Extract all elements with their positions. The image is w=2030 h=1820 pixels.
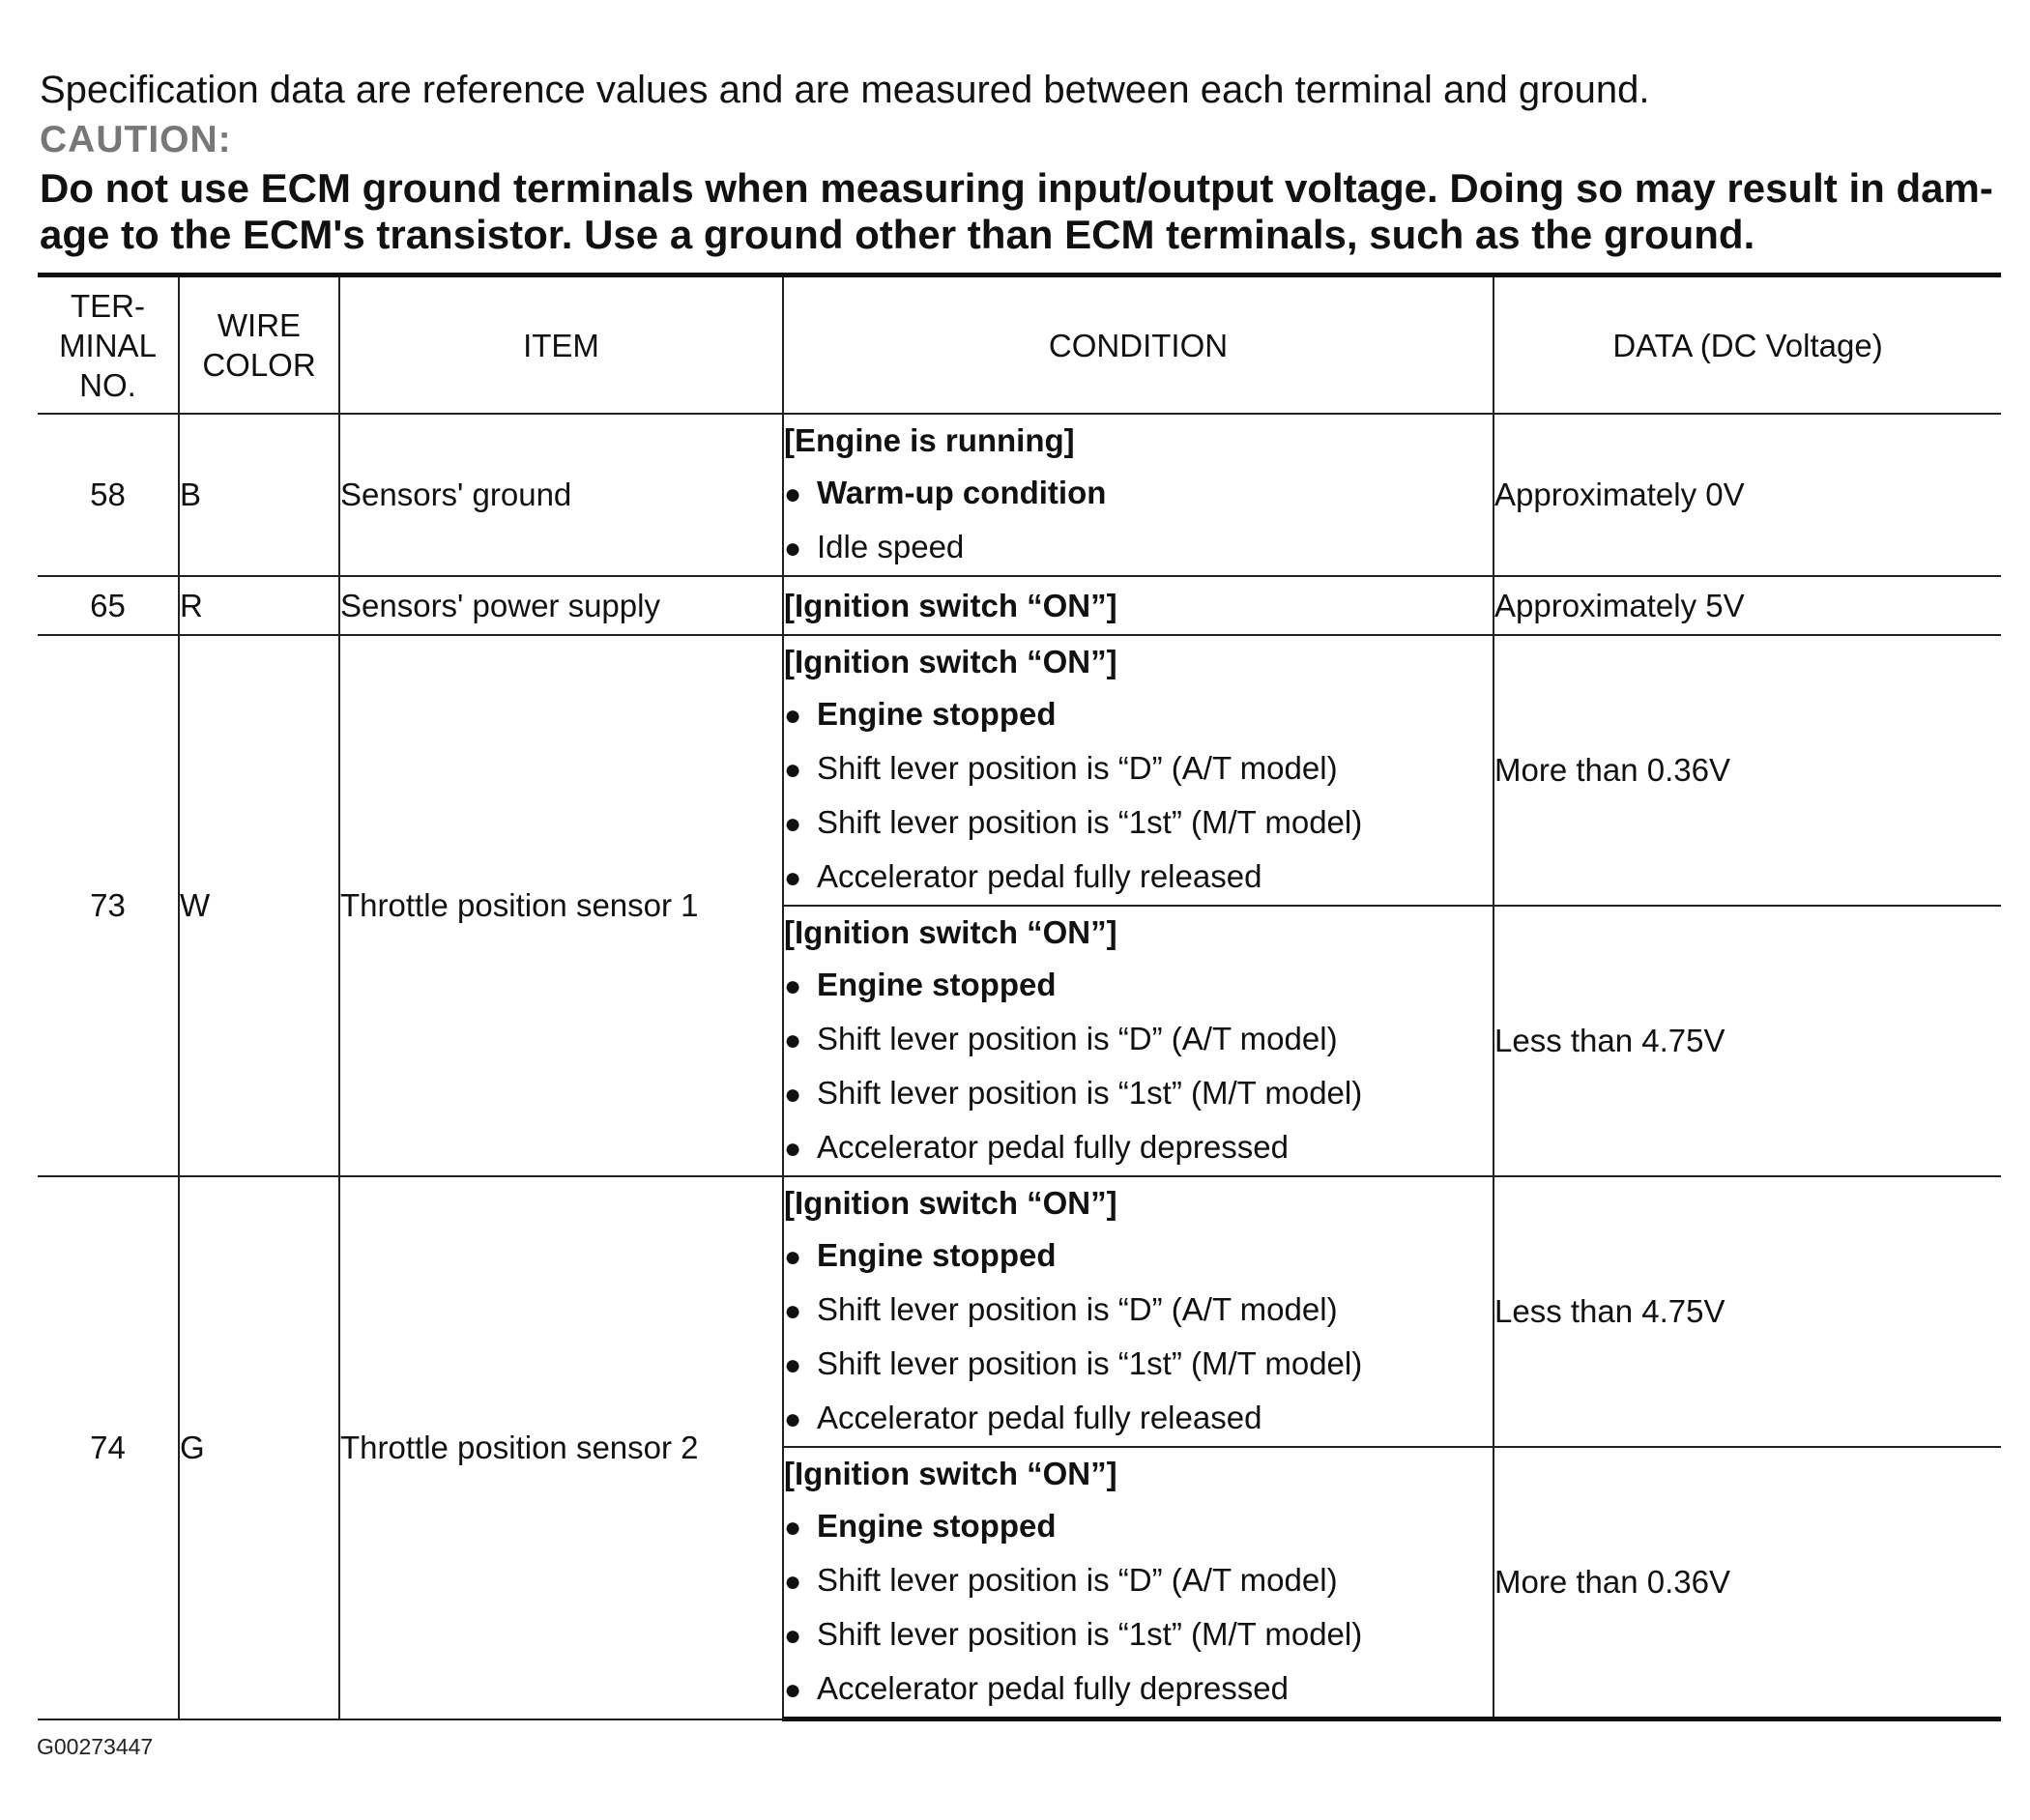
table-header-row [38, 275, 2001, 415]
condition-bullet-text: Idle speed [817, 529, 965, 564]
condition-bullet-text: Engine stopped [817, 967, 1057, 1002]
bullet-icon: ● [784, 808, 802, 840]
condition-cell [783, 635, 1494, 906]
bullet-icon: ● [784, 1241, 802, 1273]
condition-cell [783, 414, 1494, 576]
header-wire-color [179, 275, 339, 415]
bullet-icon: ● [784, 1403, 802, 1435]
bullet-icon: ● [784, 1133, 802, 1165]
table-row [38, 414, 2001, 576]
data-voltage-cell: More than 0.36V [1494, 635, 2001, 906]
condition-bullet-item [784, 851, 1493, 905]
terminal-cell: 73 [38, 635, 179, 1176]
condition-bullet-item [784, 1554, 1493, 1608]
item-cell: Throttle position sensor 2 [339, 1176, 783, 1719]
data-voltage-cell: More than 0.36V [1494, 1447, 2001, 1719]
condition-cell [783, 1176, 1494, 1447]
bullet-icon: ● [784, 754, 802, 786]
ecm-terminal-table [38, 273, 2001, 1721]
bullet-icon: ● [784, 533, 802, 564]
wire-color-cell: R [179, 576, 339, 635]
terminal-cell: 58 [38, 414, 179, 576]
caution-label: CAUTION: [40, 119, 232, 160]
table-row [38, 576, 2001, 635]
condition-title: [Engine is running] [784, 422, 1075, 458]
item-cell: Throttle position sensor 1 [339, 635, 783, 1176]
data-voltage-cell: Less than 4.75V [1494, 1176, 2001, 1447]
condition-bullet-text: Engine stopped [817, 1237, 1057, 1273]
bullet-icon: ● [784, 1512, 802, 1544]
condition-bullet-text: Shift lever position is “D” (A/T model) [817, 1562, 1338, 1598]
wire-color-cell: B [179, 414, 339, 576]
condition-bullet-text: Shift lever position is “1st” (M/T model) [817, 1075, 1363, 1111]
condition-bullet-item [784, 1121, 1493, 1175]
bullet-icon: ● [784, 1079, 802, 1111]
condition-bullet-text: Shift lever position is “1st” (M/T model) [817, 1345, 1363, 1381]
bullet-icon: ● [784, 1620, 802, 1652]
condition-bullet-item [784, 1229, 1493, 1284]
bullet-icon: ● [784, 1349, 802, 1381]
header-wire-line-1: WIRE [217, 307, 302, 343]
header-condition: CONDITION [783, 275, 1494, 415]
condition-bullet-text: Shift lever position is “D” (A/T model) [817, 1291, 1338, 1327]
condition-cell [783, 1447, 1494, 1719]
condition-bullet-item [784, 1608, 1493, 1662]
condition-title: [Ignition switch “ON”] [784, 1185, 1117, 1221]
condition-bullet-text: Accelerator pedal fully depressed [817, 1670, 1289, 1706]
condition-bullet-item [784, 1338, 1493, 1392]
condition-bullet-item [784, 742, 1493, 796]
table-row [38, 1176, 2001, 1447]
caution-warning-line-2: age to the ECM's transistor. Use a ground other than ECM terminals, such as the ground. [40, 212, 1755, 257]
bullet-icon: ● [784, 1566, 802, 1598]
header-item: ITEM [339, 275, 783, 415]
condition-bullet-text: Shift lever position is “D” (A/T model) [817, 750, 1338, 786]
condition-bullet-item [784, 688, 1493, 742]
condition-bullet-text: Accelerator pedal fully released [817, 1400, 1262, 1435]
condition-bullet-item [784, 1284, 1493, 1338]
condition-bullet-item [784, 1392, 1493, 1446]
terminal-cell: 65 [38, 576, 179, 635]
figure-id: G00273447 [37, 1734, 154, 1759]
condition-bullet-item [784, 796, 1493, 851]
header-data: DATA (DC Voltage) [1494, 275, 2001, 415]
caution-warning-line-1: Do not use ECM ground terminals when measuring input/output voltage. Doing so may result in dam- [40, 165, 1993, 211]
condition-bullet-text: Accelerator pedal fully released [817, 858, 1262, 894]
condition-bullet-text: Shift lever position is “1st” (M/T model) [817, 1616, 1363, 1652]
item-cell: Sensors' power supply [339, 576, 783, 635]
data-voltage-cell: Approximately 0V [1494, 414, 2001, 576]
condition-bullet-text: Engine stopped [817, 696, 1057, 732]
bullet-icon: ● [784, 862, 802, 894]
condition-cell [783, 576, 1494, 635]
condition-bullet-item [784, 1662, 1493, 1717]
header-wire-line-2: COLOR [202, 347, 316, 383]
header-terminal-line-3: NO. [79, 366, 136, 403]
caution-warning [40, 165, 2002, 258]
condition-bullet-item [784, 1067, 1493, 1121]
condition-title: [Ignition switch “ON”] [784, 644, 1117, 679]
header-terminal-line-2: MINAL [59, 327, 157, 363]
wire-color-cell: G [179, 1176, 339, 1719]
condition-bullet-text: Shift lever position is “D” (A/T model) [817, 1021, 1338, 1056]
condition-bullet-text: Accelerator pedal fully depressed [817, 1129, 1289, 1165]
header-terminal-line-1: TER- [71, 287, 145, 324]
condition-bullet-text: Engine stopped [817, 1508, 1057, 1544]
condition-bullet-item [784, 467, 1493, 521]
wire-color-cell: W [179, 635, 339, 1176]
condition-bullet-text: Shift lever position is “1st” (M/T model) [817, 804, 1363, 840]
data-voltage-cell: Less than 4.75V [1494, 906, 2001, 1176]
header-terminal-no [38, 275, 179, 415]
bullet-icon: ● [784, 1674, 802, 1706]
condition-bullet-text: Warm-up condition [817, 475, 1107, 510]
condition-title: [Ignition switch “ON”] [784, 587, 1117, 623]
bullet-icon: ● [784, 1295, 802, 1327]
bullet-icon: ● [784, 700, 802, 732]
item-cell: Sensors' ground [339, 414, 783, 576]
intro-text: Specification data are reference values and are measured between each terminal and ground. [40, 69, 1650, 111]
terminal-cell: 74 [38, 1176, 179, 1719]
bullet-icon: ● [784, 1025, 802, 1056]
condition-bullet-item [784, 1013, 1493, 1067]
bullet-icon: ● [784, 478, 802, 510]
condition-title: [Ignition switch “ON”] [784, 914, 1117, 950]
condition-title: [Ignition switch “ON”] [784, 1456, 1117, 1491]
condition-cell [783, 906, 1494, 1176]
bullet-icon: ● [784, 970, 802, 1002]
condition-bullet-item [784, 959, 1493, 1013]
table-row [38, 635, 2001, 906]
data-voltage-cell: Approximately 5V [1494, 576, 2001, 635]
condition-bullet-item [784, 1500, 1493, 1554]
condition-bullet-item [784, 521, 1493, 575]
